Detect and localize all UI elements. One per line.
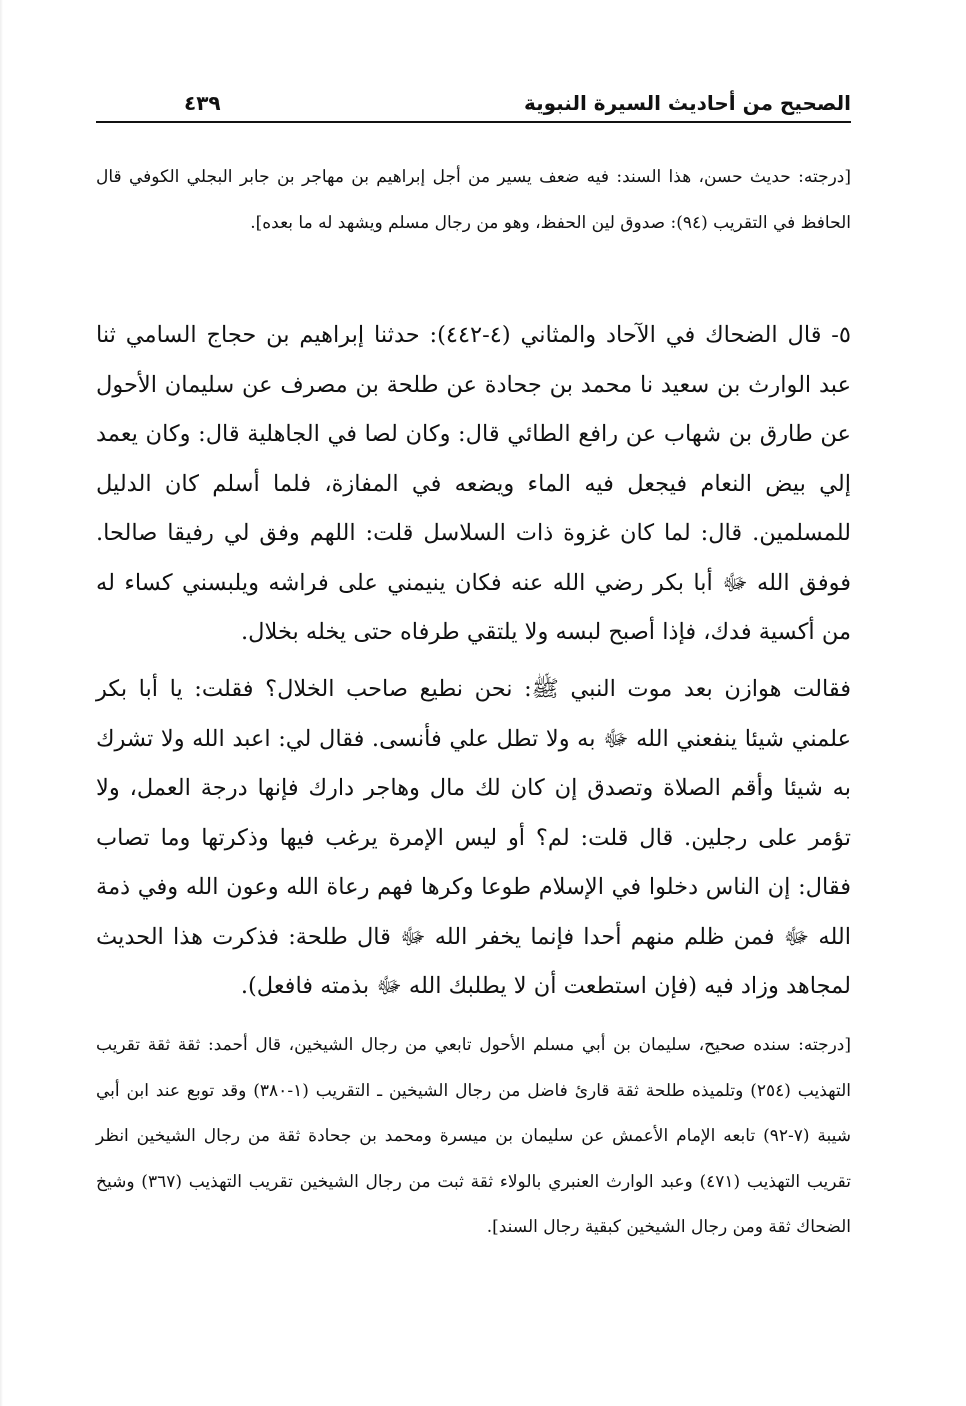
hadith-paragraph-2: [96, 665, 851, 1012]
note-paragraph: [درجته: حديث حسن، هذا السند: فيه ضعف يسير من أجل إبراهيم بن مهاجر بن جابر البجلي الكوفي قال الحافظ في التقريب (٩٤): صدوق لين الحفظ، وهو من رجال مسلم ويشهد له ما بعده].: [96, 167, 851, 233]
note-paragraph: [درجته: سنده صحيح، سليمان بن أبي مسلم الأحول تابعي من رجال الشيخين، قال أحمد: ثقة ثقة تقريب التهذيب (٢٥٤) وتلميذه طلحة ثقة قارئ فاضل من رجال الشيخين ـ التقريب (١-٣٨٠) وقد توبع عند ابن أبي شيبة (٧-٩٢) تابعه الإمام الأعمش عن سليمان بن ميسرة ومحمد بن جحادة ثقة من رجال الشيخين انظر تقريب التهذيب (٤٧١) وعبد الوارث العنبري بالولاء ثقة ثبت من رجال الشيخين تقريب التهذيب (٣٦٧) وشيخ الضحاك ثقة ومن رجال الشيخين كبقية رجال السند].: [96, 1035, 851, 1237]
grading-note-1: [96, 155, 851, 246]
header-rule: [96, 121, 851, 123]
hadith-text: فقالت هوازن بعد موت النبي ﷺ: نحن نطيع صاحب الخلال؟ فقلت: يا أبا بكر علمني شيئا ينفعني الله ﷻ به ولا تطل علي فأنسى. فقال لي: اعبد الله ولا تشرك به شيئا وأقم الصلاة وتصدق إن كان لك مال وهاجر دارك فإنها درجة العمل، ولا تؤمر على رجلين. قال قلت: لم؟ أو ليس الإمرة يرغب فيها وذكرتها وما تصاب فقال: إن الناس دخلوا في الإسلام طوعا وكرها فهم رعاة الله وعون الله وفي ذمة الله ﷻ فمن ظلم منهم أحدا فإنما يخفر الله ﷻ قال طلحة: فذكرت هذا الحديث لمجاهد وزاد فيه (فإن استطعت أن لا يطلبك الله ﷻ بذمته فافعل).: [96, 676, 851, 999]
page-number: ٤٣٩: [174, 88, 231, 118]
running-title: الصحيح من أحاديث السيرة النبوية: [512, 88, 851, 118]
hadith-text: ٥- قال الضحاك في الآحاد والمثاني (٤-٤٤٢): حدثنا إبراهيم بن حجاج السامي ثنا عبد الوارث بن سعيد نا محمد بن جحادة عن طلحة بن مصرف عن سليمان الأحول عن طارق بن شهاب عن رافع الطائي قال: وكان لصا في الجاهلية قال: وكان يعمد إلي بيض النعام فيجعل فيه الماء ويضعه في المفازة، فلما أسلم كان الدليل للمسلمين. قال: لما كان غزوة ذات السلاسل قلت: اللهم وفق لي رفيقا صالحا. فوفق الله ﷻ أبا بكر رضي الله عنه فكان ينيمني على فراشه ويلبسني كساء له من أكسية فدك، فإذا أصبح لبسه ولا يلتقي طرفاه حتى يخله بخلال.: [96, 322, 851, 645]
page-header: [96, 86, 851, 126]
grading-note-2: [96, 1023, 851, 1251]
hadith-paragraph-1: [96, 311, 851, 658]
scan-edge-shadow: [0, 0, 3, 1406]
